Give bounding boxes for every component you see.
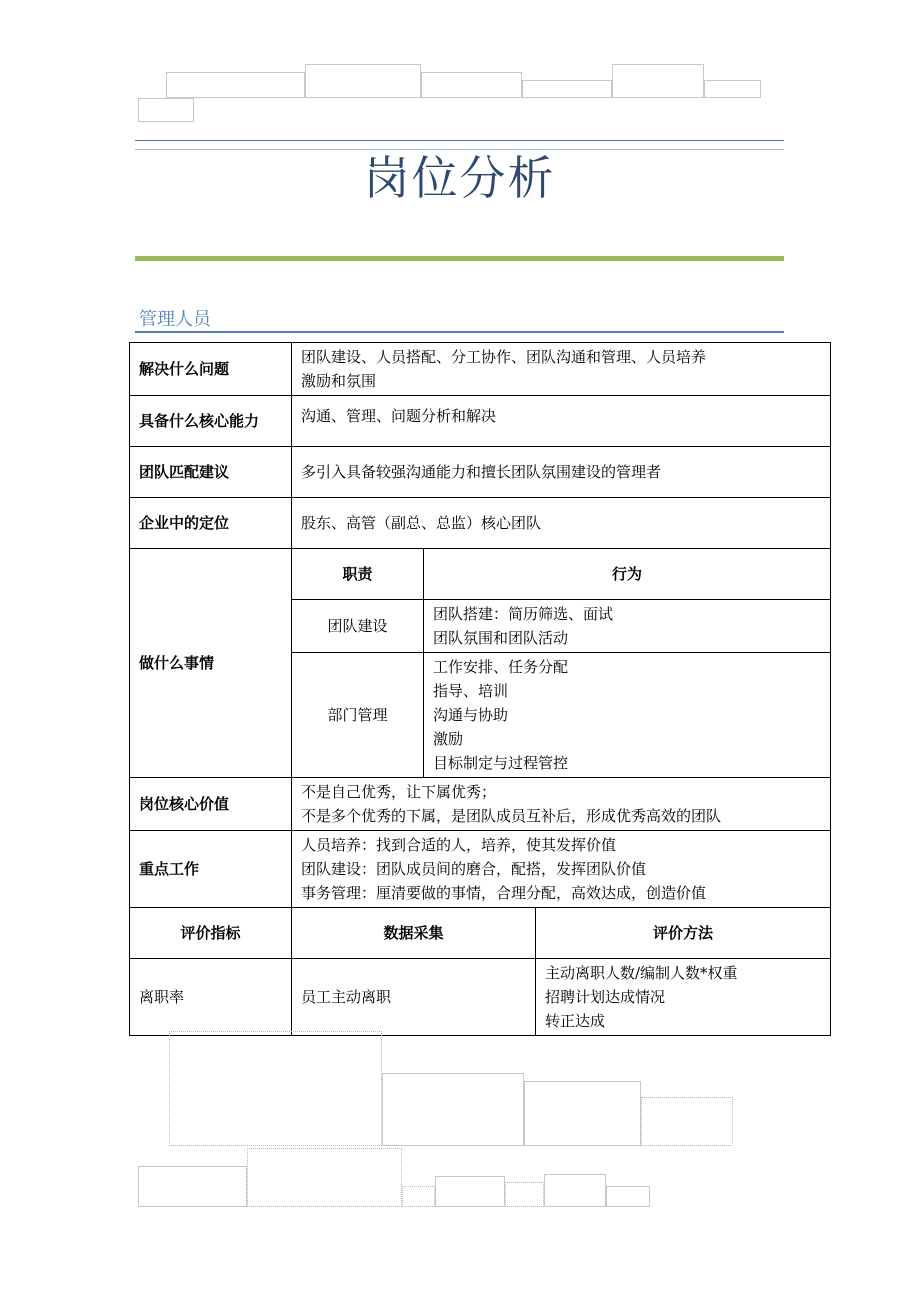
row-value: 多引入具备较强沟通能力和擅长团队氛围建设的管理者 [292, 447, 831, 498]
decorative-box [138, 1166, 247, 1207]
decorative-box [606, 1186, 650, 1207]
row-label: 具备什么核心能力 [130, 396, 292, 447]
duty-cell: 部门管理 [292, 653, 424, 778]
eval-indicator: 离职率 [130, 959, 292, 1036]
row-value: 不是自己优秀，让下属优秀； 不是多个优秀的下属，是团队成员互补后，形成优秀高效的团队 [292, 778, 831, 831]
row-label: 做什么事情 [130, 549, 292, 778]
row-value: 沟通、管理、问题分析和解决 [292, 396, 831, 447]
table-row [130, 396, 831, 447]
decorative-box [166, 72, 305, 98]
table-row [130, 549, 831, 600]
section-rule [135, 331, 784, 333]
decorative-box [169, 1031, 382, 1146]
eval-collection: 员工主动离职 [292, 959, 536, 1036]
duty-cell: 团队建设 [292, 600, 424, 653]
section-heading: 管理人员 [139, 309, 211, 330]
behavior-header: 行为 [424, 549, 831, 600]
job-analysis-table [129, 342, 831, 1036]
table-row [130, 447, 831, 498]
eval-header-collection: 数据采集 [292, 908, 536, 959]
table-row [130, 959, 831, 1036]
decorative-box [612, 64, 704, 98]
behavior-cell: 团队搭建：简历筛选、面试 团队氛围和团队活动 [424, 600, 831, 653]
table-row [130, 498, 831, 549]
table-row [130, 778, 831, 831]
decorative-box [138, 98, 194, 122]
row-value: 人员培养：找到合适的人，培养，使其发挥价值 团队建设：团队成员间的磨合，配搭，发挥团队价值 事务管理：厘清要做的事情，合理分配，高效达成，创造价值 [292, 831, 831, 908]
decorative-box [382, 1073, 524, 1146]
decorative-box [522, 80, 612, 98]
row-label: 重点工作 [130, 831, 292, 908]
title-bottom-rule [135, 256, 784, 261]
eval-header-indicator: 评价指标 [130, 908, 292, 959]
decorative-box [641, 1097, 733, 1146]
row-value: 团队建设、人员搭配、分工协作、团队沟通和管理、人员培养 激励和氛围 [292, 343, 831, 396]
decorative-box [524, 1081, 641, 1146]
row-value: 股东、高管（副总、总监）核心团队 [292, 498, 831, 549]
eval-method: 主动离职人数/编制人数*权重 招聘计划达成情况 转正达成 [536, 959, 831, 1036]
row-label: 企业中的定位 [130, 498, 292, 549]
behavior-cell: 工作安排、任务分配 指导、培训 沟通与协助 激励 目标制定与过程管控 [424, 653, 831, 778]
row-label: 团队匹配建议 [130, 447, 292, 498]
row-label: 解决什么问题 [130, 343, 292, 396]
table-row [130, 831, 831, 908]
decorative-box [435, 1176, 505, 1207]
decorative-box [704, 80, 761, 98]
table-row [130, 908, 831, 959]
eval-header-method: 评价方法 [536, 908, 831, 959]
decorative-box [305, 64, 421, 98]
table-row [130, 343, 831, 396]
page-title: 岗位分析 [363, 151, 556, 205]
decorative-box [402, 1186, 435, 1207]
row-label: 岗位核心价值 [130, 778, 292, 831]
title-top-rule [135, 140, 784, 141]
decorative-box [247, 1148, 402, 1207]
decorative-box [421, 72, 522, 98]
decorative-box [544, 1174, 606, 1207]
decorative-box [505, 1182, 544, 1207]
duty-header: 职责 [292, 549, 424, 600]
